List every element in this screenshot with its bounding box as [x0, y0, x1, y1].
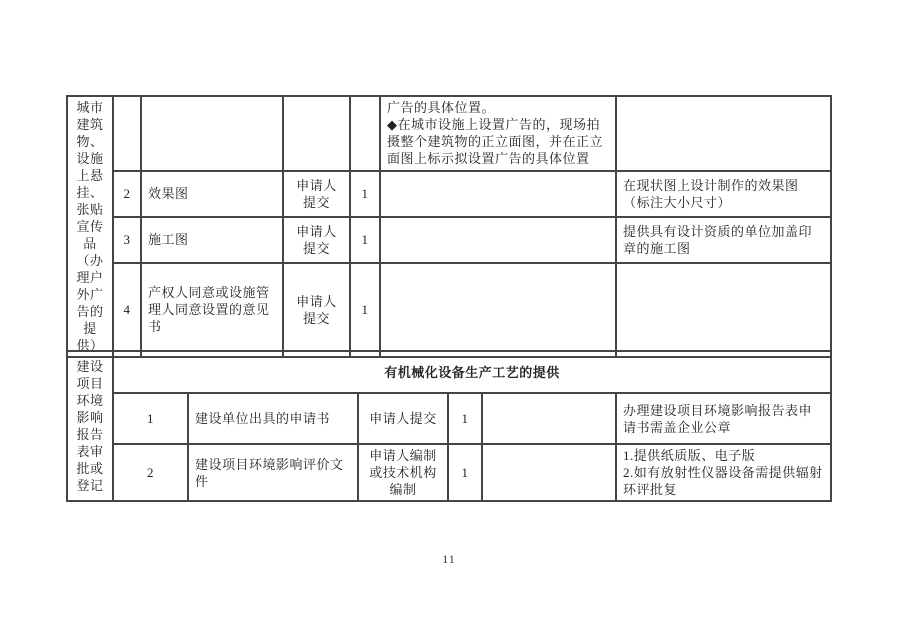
remarks-cell: 在现状图上设计制作的效果图（标注大小尺寸）: [616, 171, 831, 217]
row-number-cell: 2: [113, 171, 141, 217]
copies-cell: 1: [350, 171, 380, 217]
copies-cell: 1: [350, 263, 380, 357]
remarks-cell: 提供具有设计资质的单位加盖印章的施工图: [616, 217, 831, 263]
row-number-cell: 2: [113, 444, 188, 501]
remarks-line: 2.如有放射性仪器设备需提供辐射环评批复: [623, 465, 823, 497]
table-row: [67, 351, 831, 393]
table-row: [67, 217, 831, 263]
description-line: 广告的具体位置。: [387, 100, 496, 115]
description-cell: [380, 217, 616, 263]
source-cell: 申请人提交: [283, 171, 350, 217]
material-name-cell: 产权人同意或设施管理人同意设置的意见书: [141, 263, 283, 357]
copies-cell: [350, 96, 380, 171]
material-name-cell: 效果图: [141, 171, 283, 217]
description-cell: [380, 96, 616, 171]
copies-cell: 1: [350, 217, 380, 263]
copies-cell: 1: [448, 444, 482, 501]
requirements-table-section-2: [66, 350, 832, 502]
copies-cell: 1: [448, 393, 482, 444]
category-cell: 城市建筑物、设施上悬挂、张贴宣传品（办理户外广告的提供）: [67, 96, 113, 357]
table-row: [67, 263, 831, 357]
table-row: [67, 393, 831, 444]
material-name-cell: 施工图: [141, 217, 283, 263]
description-cell: [380, 263, 616, 357]
material-name-cell: [141, 96, 283, 171]
category-cell: 建设项目环境影响报告表审批或登记: [67, 351, 113, 501]
row-number-cell: [113, 96, 141, 171]
table-row: [67, 444, 831, 501]
description-cell: [482, 393, 616, 444]
source-cell: 申请人提交: [283, 263, 350, 357]
remarks-cell: [616, 263, 831, 357]
section-header-cell: 有机械化设备生产工艺的提供: [113, 351, 831, 393]
row-number-cell: 1: [113, 393, 188, 444]
remarks-line: 1.提供纸质版、电子版: [623, 448, 756, 463]
row-number-cell: 4: [113, 263, 141, 357]
source-cell: 申请人编制或技术机构编制: [358, 444, 448, 501]
row-number-cell: 3: [113, 217, 141, 263]
table-row: [67, 96, 831, 171]
remarks-line: 办理建设项目环境影响报告表申请书需盖企业公章: [623, 402, 813, 435]
description-cell: [482, 444, 616, 501]
description-cell: [380, 171, 616, 217]
source-cell: [283, 96, 350, 171]
remarks-cell: [616, 96, 831, 171]
source-cell: 申请人提交: [358, 393, 448, 444]
page-number: 11: [442, 552, 456, 566]
table-row: [67, 171, 831, 217]
material-name-cell: 建设项目环境影响评价文件: [188, 444, 358, 501]
source-cell: 申请人提交: [283, 217, 350, 263]
remarks-cell: [616, 444, 831, 501]
material-name-cell: 建设单位出具的申请书: [188, 393, 358, 444]
remarks-cell: [616, 393, 831, 444]
description-line: ◆在城市设施上设置广告的，现场拍摄整个建筑物的正立面图，并在正立面图上标示拟设置广告的具体位置: [387, 117, 604, 166]
requirements-table-section-1: [66, 95, 832, 358]
